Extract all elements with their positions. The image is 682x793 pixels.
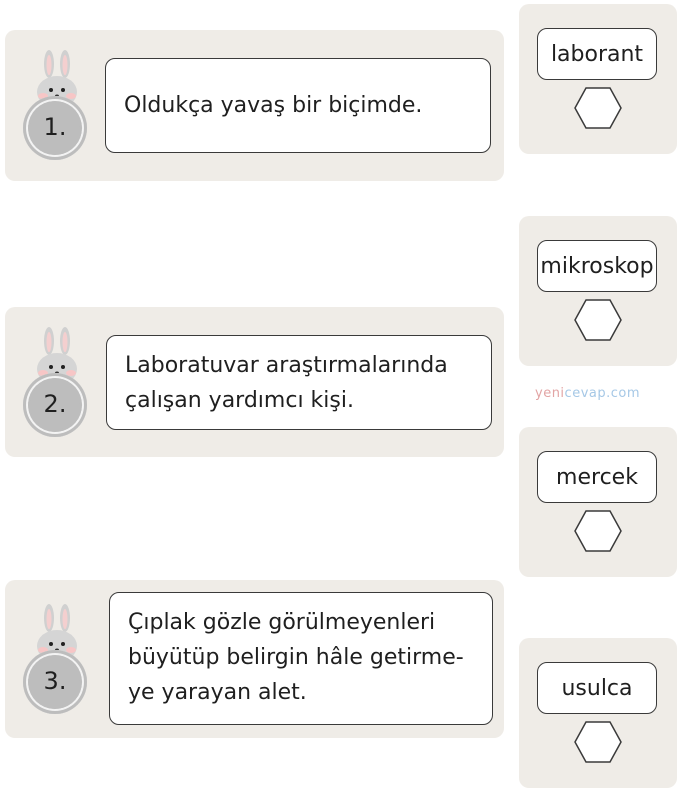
hexagon-answer-slot[interactable] [573,720,623,764]
answer-panel-1 [519,4,677,154]
question-panel-2 [5,307,504,457]
question-panel-1 [5,30,504,181]
question-number: 1. [43,113,67,141]
question-number: 2. [43,390,67,418]
question-line: ye yarayan alet. [128,680,307,705]
answer-word-box: mercek [537,451,657,503]
number-badge [23,96,87,160]
question-line: Oldukça yavaş bir biçimde. [124,93,423,118]
question-line: Laboratuvar araştırmalarında [125,353,448,378]
answer-word-box: mikroskop [537,240,657,292]
watermark-part-2: cevap.com [564,386,641,401]
question-panel-3 [5,580,504,738]
hexagon-answer-slot[interactable] [573,86,623,130]
question-text-box [109,592,493,725]
number-badge [23,650,87,714]
answer-word-box: usulca [537,662,657,714]
question-line: büyütüp belirgin hâle getirme- [128,645,464,670]
hexagon-answer-slot[interactable] [573,509,623,553]
hexagon-answer-slot[interactable] [573,298,623,342]
answer-word-box: laborant [537,28,657,80]
question-text-box [106,335,492,430]
question-line: çalışan yardımcı kişi. [125,388,354,413]
number-badge [23,373,87,437]
question-line: Çıplak gözle görülmeyenleri [128,610,436,635]
watermark-part-1: yeni [535,386,565,401]
watermark [535,386,640,401]
answer-panel-3 [519,427,677,577]
question-number: 3. [43,667,67,695]
answer-panel-4 [519,638,677,788]
question-text-box [105,58,491,153]
answer-panel-2 [519,216,677,366]
